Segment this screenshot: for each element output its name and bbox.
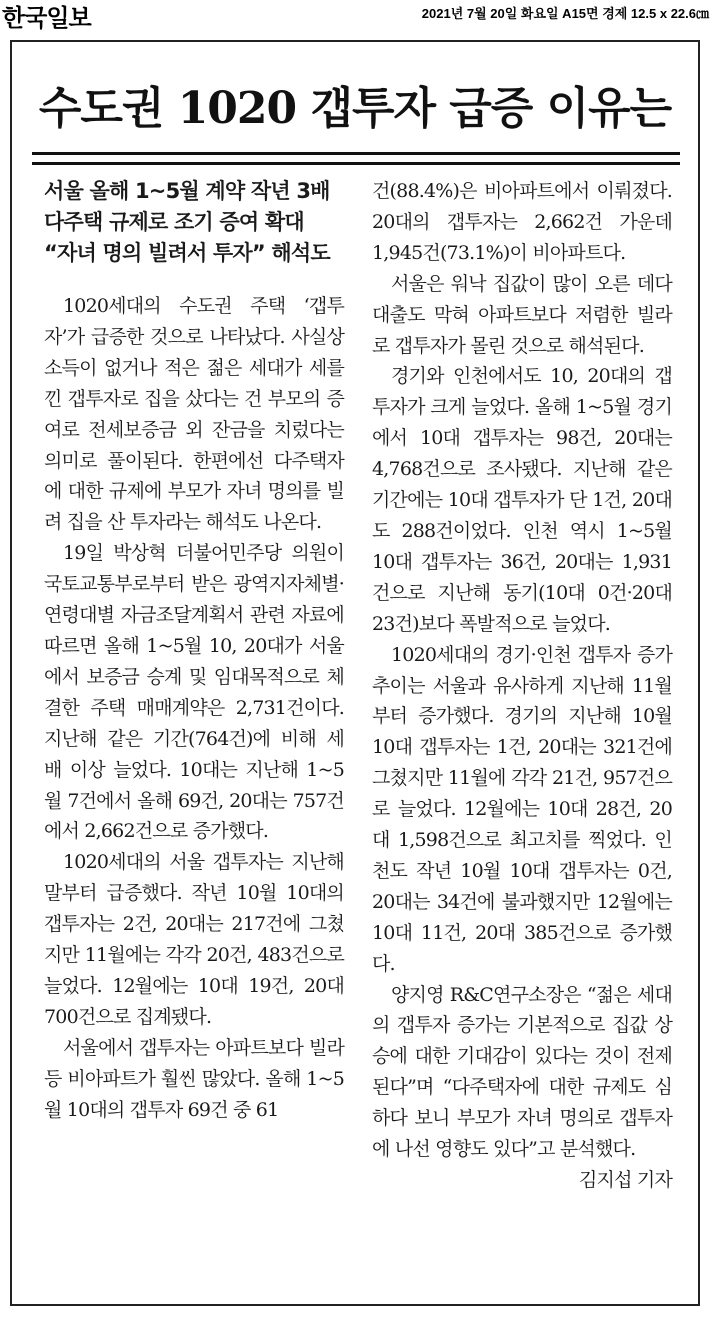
masthead bbox=[0, 0, 713, 32]
body-paragraph: 1020세대의 서울 갭투자는 지난해 말부터 급증했다. 작년 10월 10대의 갭투자는 2건, 20대는 217건에 그쳤지만 11월에는 각각 20건, 483건으로 늘었다. 12월에는 10대 19건, 20대 700건으로 집계됐다. bbox=[44, 851, 344, 1028]
body-paragraph-last bbox=[372, 980, 672, 1165]
subheadline: 서울 올해 1~5월 계약 작년 3배 bbox=[44, 179, 330, 203]
column-right bbox=[372, 176, 672, 1196]
headline-rule-top bbox=[32, 152, 680, 155]
subheadlines bbox=[44, 176, 344, 269]
body-paragraph: 19일 박상혁 더불어민주당 의원이 국토교통부로부터 받은 광역지자체별·연령대별 자금조달계획서 관련 자료에 따르면 올해 1~5월 10, 20대가 서울에서 보증금 승계 및 임대목적으로 체결한 주택 매매계약은 2,731건이다. 지난해 같은 기간(764건)에 비해 세 배 이상 늘었다. 10대는 지난해 1~5월 7건에서 올해 69건, 20대는 757건에서 2,662건으로 증가했다. bbox=[44, 542, 344, 843]
body-paragraph: 서울에서 갭투자는 아파트보다 빌라 등 비아파트가 훨씬 많았다. 올해 1~5월 10대의 갭투자 69건 중 61 bbox=[44, 1036, 344, 1121]
subheadline: “자녀 명의 빌려서 투자” 해석도 bbox=[44, 241, 330, 265]
quote-paragraph: 양지영 R&C연구소장은 “젊은 세대의 갭투자 증가는 기본적으로 집값 상승에 대한 기대감이 있다는 것이 전제된다”며 “다주택자에 대한 규제도 심하다 보니 부모가 자녀 명의로 갭투자에 나선 영향도 있다”고 분석했다. bbox=[372, 983, 672, 1161]
body-paragraph: 서울은 워낙 집값이 많이 오른 데다 대출도 막혀 아파트보다 저렴한 빌라로 갭투자가 몰린 것으로 해석된다. bbox=[372, 272, 672, 357]
column-left bbox=[44, 176, 344, 1125]
newspaper-logo: 한국일보 bbox=[2, 4, 91, 32]
byline: 김지섭 기자 bbox=[578, 1169, 672, 1191]
headline-rule-bottom bbox=[32, 162, 680, 165]
clipping-info: 2021년 7월 20일 화요일 A15면 경제 12.5 x 22.6㎝ bbox=[421, 6, 709, 21]
body-paragraph: 1020세대의 수도권 주택 ‘갭투자’가 급증한 것으로 나타났다. 사실상 소득이 없거나 적은 젊은 세대가 세를 낀 갭투자로 집을 샀다는 건 부모의 증여로 전세보증금 외 잔금을 치렀다는 의미로 풀이된다. 한편에선 다주택자에 대한 규제에 부모가 자녀 명의를 빌려 집을 산 투자라는 해석도 나온다. bbox=[44, 295, 344, 534]
body-paragraph-continued: 건(88.4%)은 비아파트에서 이뤄졌다. 20대의 갭투자는 2,662건 가운데 1,945건(73.1%)이 비아파트다. bbox=[372, 180, 672, 264]
headline: 수도권 1020 갭투자 급증 이유는 bbox=[38, 83, 672, 134]
subheadline: 다주택 규제로 조기 증여 확대 bbox=[44, 210, 304, 234]
body-paragraph: 1020세대의 경기·인천 갭투자 증가 추이는 서울과 유사하게 지난해 11월부터 증가했다. 경기의 지난해 10월 10대 갭투자는 1건, 20대는 321건에 그쳤지만 11월에 각각 21건, 957건으로 늘었다. 12월에는 10대 28건, 20대 1,598건으로 최고치를 찍었다. 인천도 작년 10월 10대 갭투자는 0건, 20대는 34건에 불과했지만 12월에는 10대 11건, 20대 385건으로 증가했다. bbox=[372, 643, 672, 975]
body-paragraph: 경기와 인천에서도 10, 20대의 갭투자가 크게 늘었다. 올해 1~5월 경기에서 10대 갭투자는 98건, 20대는 4,768건으로 조사됐다. 지난해 같은 기간에는 10대 갭투자가 단 1건, 20대도 288건이었다. 인천 역시 1~5월 10대 갭투자는 36건, 20대는 1,931건으로 지난해 동기(10대 0건·20대 23건)보다 폭발적으로 늘었다. bbox=[372, 365, 672, 635]
